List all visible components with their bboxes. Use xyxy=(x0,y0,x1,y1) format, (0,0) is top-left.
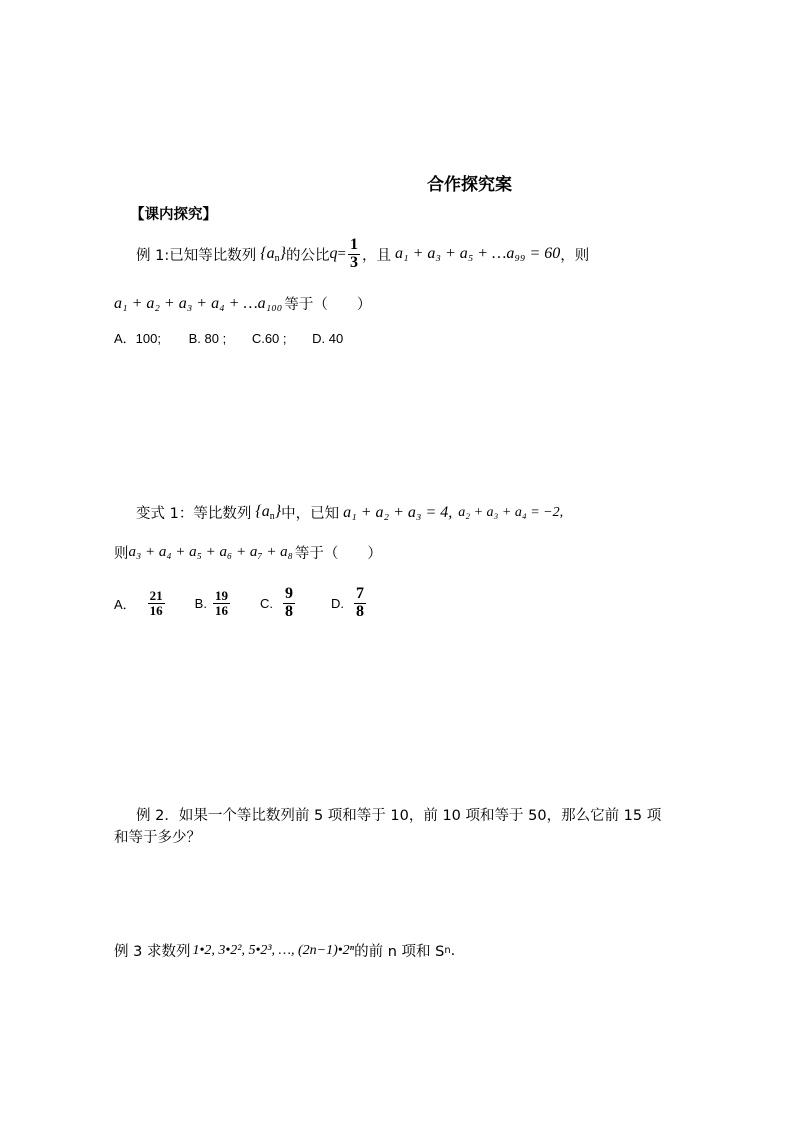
subscript-n: n xyxy=(444,945,451,956)
example-3-prefix: 例 3 求数列 xyxy=(114,944,191,960)
option-c: C.60 ; xyxy=(251,331,287,346)
example-2-line-1: 例 2．如果一个等比数列前 5 项和等于 10，前 10 项和等于 50，那么它前 15 项 xyxy=(136,808,662,824)
ratio-fraction: $\frac{1}{3}$ xyxy=(350,235,359,271)
option-a: A．100; xyxy=(114,331,161,346)
option-a-fraction: $\frac{21}{16}$ xyxy=(149,588,163,618)
condition-label: 中，已知 xyxy=(281,506,340,522)
sequence-notation: $\{a_n\}$ xyxy=(260,244,287,264)
example-1-prefix: 例 1:已知等比数列 xyxy=(136,247,257,264)
example-3-question xyxy=(114,940,455,961)
sequence-notation: $\{a_n\}$ xyxy=(255,503,282,522)
example-1-options xyxy=(114,328,343,347)
full-sum-expression: a₁ + a₂ + a₃ + a₄ + …a₁₀₀ xyxy=(114,294,283,312)
ratio-symbol: q xyxy=(329,245,338,262)
variant-1-prefix: 变式 1：等比数列 xyxy=(136,506,252,522)
example-1-ask xyxy=(114,293,371,314)
variant-1-ask xyxy=(114,542,382,563)
equals-blank: 等于（ ） xyxy=(284,297,372,313)
ratio-label: 的公比 xyxy=(286,247,330,264)
variant-1-options xyxy=(114,586,368,621)
option-d-fraction: $\frac{7}{8}$ xyxy=(355,585,364,620)
variant-1-question xyxy=(136,502,563,523)
condition-2: a₂ + a₃ + a₄ = −2, xyxy=(458,504,564,520)
option-c-fraction: $\frac{9}{8}$ xyxy=(284,585,293,620)
equals-blank: 等于（ ） xyxy=(294,546,382,562)
example-1-question xyxy=(136,234,589,274)
option-b-label: B. xyxy=(194,595,207,611)
example-3-suffix: 的前 n 项和 S xyxy=(354,944,445,960)
section-heading: 【课内探究】 xyxy=(130,207,217,223)
option-b-fraction: $\frac{19}{16}$ xyxy=(214,588,228,618)
sequence-terms: 1•2, 3•2², 5•2³, …, (2n−1)•2ⁿ xyxy=(192,942,355,958)
option-d: D. 40 xyxy=(312,331,344,346)
page-title: 合作探究案 xyxy=(427,175,512,195)
option-a-label: A． xyxy=(114,596,136,612)
option-b: B. 80 ; xyxy=(188,331,227,346)
then-text: ，则 xyxy=(560,247,590,264)
condition-1: a₁ + a₂ + a₃ = 4, xyxy=(343,503,453,521)
sum-expression: a₃ + a₄ + a₅ + a₆ + a₇ + a₈ xyxy=(128,544,293,560)
period: . xyxy=(450,942,456,959)
conjunction-text: ，且 xyxy=(362,247,392,264)
equals-sign: = xyxy=(337,245,347,262)
option-d-label: D. xyxy=(330,595,344,611)
then-text: 则 xyxy=(114,546,129,562)
example-2-line-2: 和等于多少？ xyxy=(114,830,201,846)
odd-term-sum: a₁ + a₃ + a₅ + …a₉₉ = 60 xyxy=(395,245,561,262)
option-c-label: C. xyxy=(259,595,273,611)
